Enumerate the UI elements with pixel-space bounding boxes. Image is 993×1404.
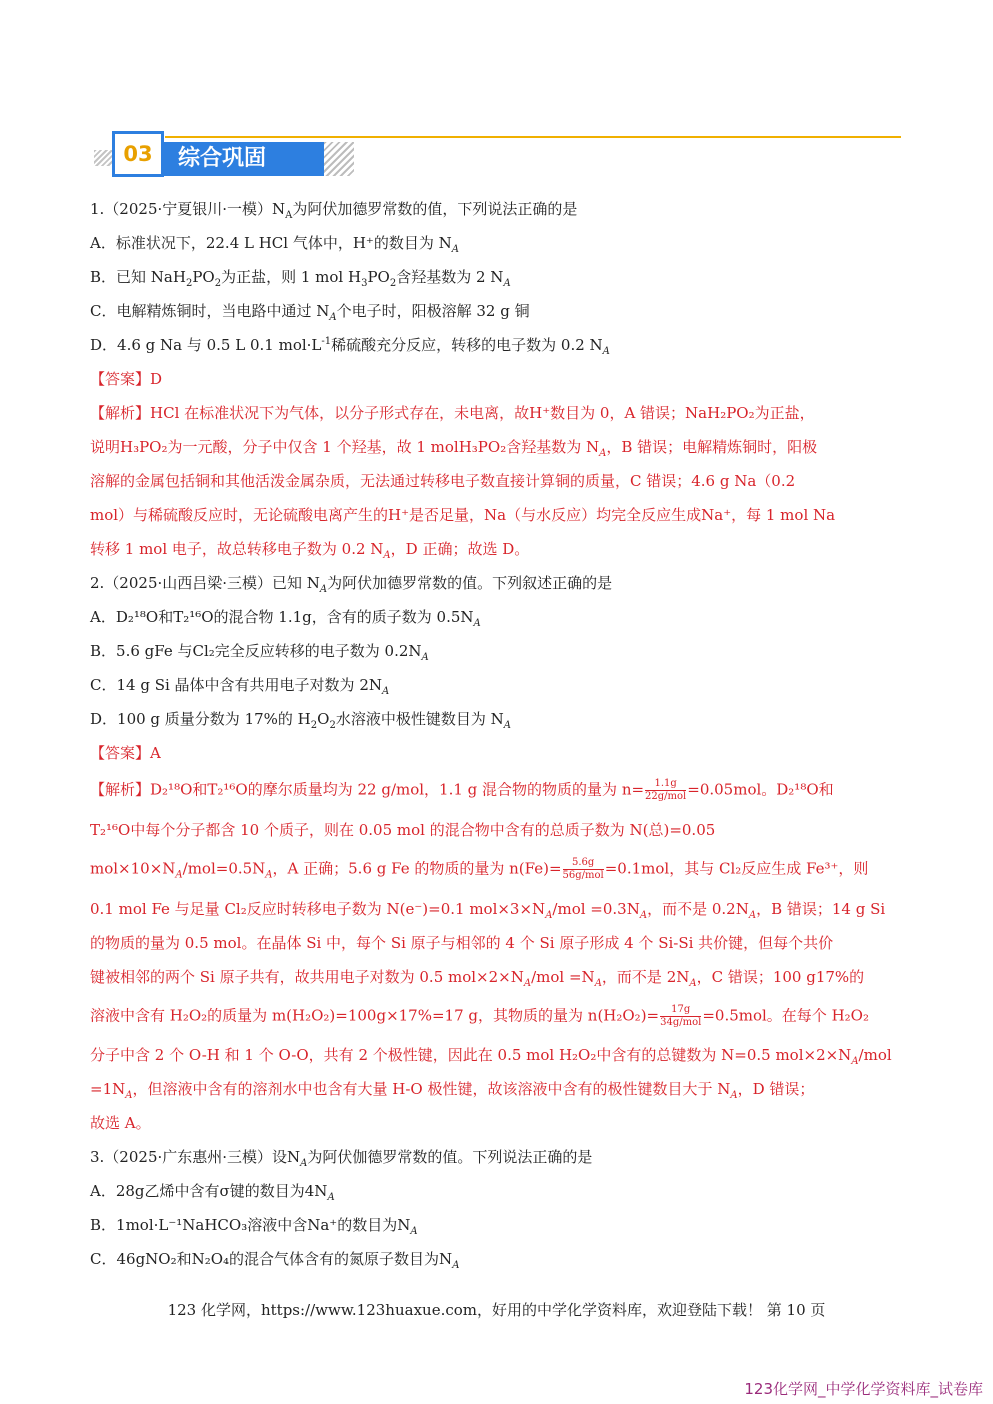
q1-answer: 【答案】D <box>90 370 163 388</box>
section-title: 综合巩固 <box>164 142 324 176</box>
q1-explanation-line-2: 说明H₃PO₂为一元酸，分子中仅含 1 个羟基，故 1 molH₃PO₂含羟基数为 $N_A$，B 错误；电解精炼铜时，阳极 <box>90 438 818 459</box>
section-number: 03 <box>112 131 164 177</box>
watermark-link[interactable]: 123化学网_中学化学资料库_试卷库 <box>744 1380 983 1398</box>
q2-explanation-line-6: 键被相邻的两个 Si 原子共有，故共用电子对数为 0.5 $mol\times 2\times N_A$/mol $=N_A$，而不是 $2N_A$，C 错误；100 g17%的 <box>90 968 865 989</box>
q2-answer: 【答案】A <box>90 744 161 762</box>
q3-option-a: A．28g乙烯中含有σ键的数目为$4N_A$ <box>90 1182 335 1203</box>
q3-option-b: B．1mol·L⁻¹NaHCO₃溶液中含Na⁺的数目为$N_A$ <box>90 1216 418 1237</box>
q2-option-b: B．5.6 gFe 与Cl₂完全反应转移的电子数为 $0.2N_A$ <box>90 642 429 663</box>
fraction-3: $\frac{17g}{\text{34g/mol}}$ <box>660 1004 702 1028</box>
q2-explanation-line-2: T₂¹⁶O中每个分子都含 10 个质子，则在 0.05 mol 的混合物中含有的总质子数为 N(总)=0.05 <box>90 821 716 839</box>
q1-explanation-line-3: 溶解的金属包括铜和其他活泼金属杂质，无法通过转移电子数直接计算铜的质量，C 错误；4.6 g Na（0.2 <box>90 472 796 490</box>
q1-option-b: B．已知 $NaH_2PO_2$为正盐，则 1 mol $H_3PO_2$含羟基数为 2 $N_A$ <box>90 268 511 289</box>
q2-explanation-line-4: 0.1 mol Fe 与足量 Cl₂反应时转移电子数为 N(e⁻)=0.1 $mol\times 3\times N_A$/mol $=0.3N_A$，而不是 $0.2N_A$，B 错误；14 g Si <box>90 900 886 921</box>
q1-option-d: D．4.6 g Na 与 0.5 L 0.1 $mol\cdot L^{-1}$稀硫酸充分反应，转移的电子数为 0.2 $N_A$ <box>90 336 610 357</box>
header-rule <box>165 136 901 138</box>
q1-explanation-line-4: mol）与稀硫酸反应时，无论硫酸电离产生的H⁺是否足量，Na（与水反应）均完全反应生成Na⁺，每 1 mol Na <box>90 506 836 524</box>
header-tail-decoration <box>324 142 354 176</box>
q2-option-a: A．D₂¹⁸O和T₂¹⁶O的混合物 1.1g，含有的质子数为 $0.5N_A$ <box>90 608 481 629</box>
q2-explanation-line-9: $=1N_A$，但溶液中含有的溶剂水中也含有大量 H-O 极性键，故该溶液中含有的极性键数目大于 $N_A$，D 错误； <box>90 1080 815 1101</box>
q3-stem: 3.（2025·广东惠州·三模）设$N_A$为阿伏伽德罗常数的值。下列说法正确的是 <box>90 1148 593 1169</box>
q1-explanation-line-1: 【解析】HCl 在标准状况下为气体，以分子形式存在，未电离，故H⁺数目为 0，A 错误；NaH₂PO₂为正盐， <box>90 404 815 422</box>
q3-option-c: C．46gNO₂和N₂O₄的混合气体含有的氮原子数目为$N_A$ <box>90 1250 460 1271</box>
q2-explanation-line-10: 故选 A。 <box>90 1114 151 1132</box>
q2-explanation-line-1: 【解析】D₂¹⁸O和T₂¹⁶O的摩尔质量均为 22 g/mol，1.1 g 混合物的物质的量为 n= $\frac{1.1g}{\text{22g/mol}}$ =0.05mol。D₂¹⁸O和 <box>90 778 834 802</box>
fraction-1: $\frac{1.1g}{\text{22g/mol}}$ <box>645 778 687 802</box>
q2-explanation-line-3: $mol\times 10\times N_A/mol=0.5N_A$，A 正确；5.6 g Fe 的物质的量为 n(Fe)= $\frac{5.6g}{\text{56g/mol}}$ =0.1mol，其与 Cl₂反应生成 Fe³⁺，则 <box>90 857 869 881</box>
q2-option-c: C．14 g Si 晶体中含有共用电子对数为 $2N_A$ <box>90 676 390 697</box>
q2-option-d: D．100 g 质量分数为 17%的 $H_2O_2$水溶液中极性键数目为 $N_A$ <box>90 710 511 731</box>
q1-explanation-line-5: 转移 1 mol 电子，故总转移电子数为 0.2 $N_A$，D 正确；故选 D。 <box>90 540 530 561</box>
header-stripe-decoration <box>94 150 114 166</box>
page-footer: 123 化学网，https://www.123huaxue.com，好用的中学化学资料库，欢迎登陆下载！ 第 10 页 <box>167 1301 826 1319</box>
q2-explanation-line-7: 溶液中含有 H₂O₂的质量为 m(H₂O₂)=100g×17%=17 g，其物质的量为 n(H₂O₂)= $\frac{17g}{\text{34g/mol}}$ =0.5mol。在每个 H₂O₂ <box>90 1004 869 1028</box>
fraction-2: $\frac{5.6g}{\text{56g/mol}}$ <box>562 857 604 881</box>
q1-stem: 1.（2025·宁夏银川·一模）$N_A$为阿伏加德罗常数的值，下列说法正确的是 <box>90 200 578 221</box>
q2-stem: 2.（2025·山西吕梁·三模）已知 $N_A$为阿伏加德罗常数的值。下列叙述正确的是 <box>90 574 613 595</box>
q1-option-c: C．电解精炼铜时，当电路中通过 $N_A$个电子时，阳极溶解 32 g 铜 <box>90 302 530 323</box>
q1-option-a: A．标准状况下，22.4 L HCl 气体中，H⁺的数目为 $N_A$ <box>90 234 459 255</box>
q2-explanation-line-5: 的物质的量为 0.5 mol。在晶体 Si 中，每个 Si 原子与相邻的 4 个 Si 原子形成 4 个 Si-Si 共价键，但每个共价 <box>90 934 834 952</box>
q2-explanation-line-8: 分子中含 2 个 O-H 和 1 个 O-O，共有 2 个极性键，因此在 0.5 mol H₂O₂中含有的总键数为 N=0.5 $mol\times 2\times N_A$/mol <box>90 1046 892 1067</box>
